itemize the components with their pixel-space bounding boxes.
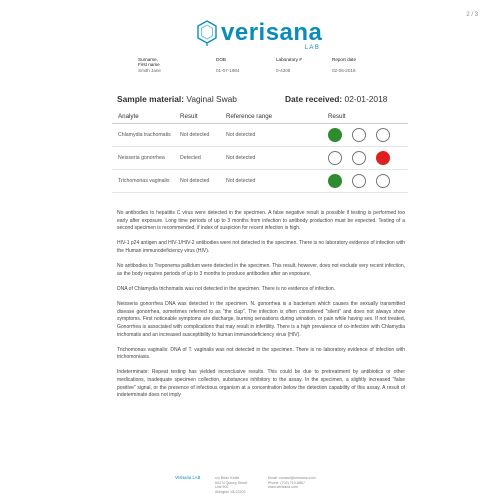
footer-address-line: 604 N Quincy Street — [215, 480, 248, 485]
status-circle — [352, 174, 366, 188]
date-received-label: Date received: — [284, 94, 343, 104]
patient-report-header: Report date — [332, 57, 357, 62]
reference-cell: Not detected — [226, 178, 256, 184]
header-reference-range: Reference range — [226, 113, 273, 120]
status-circle — [328, 174, 342, 188]
table-row — [112, 124, 408, 147]
page-footer — [175, 476, 316, 494]
footer-address-line: c/o Brian Kettle — [215, 476, 240, 480]
patient-dob-header: DOB — [216, 57, 226, 62]
patient-dob-value: 01-07-1984 — [216, 67, 240, 73]
paragraph-trichomonas: Trichomonas vaginalis: DNA of T. vaginalis was not detected in the specimen. There is no laboratory evidence of infection with trichomoniasis. — [117, 346, 405, 361]
paragraph-hiv: HIV-1 p24 antigen and HIV-1/HIV-2 antibodies were not detected in the specimen. There is no laboratory evidence of infection with the Human immunodeficiency virus (HIV). — [117, 240, 405, 254]
paragraph-hepatitis-c: No antibodies to hepatitis C virus were detected in the specimen. A false negative result is possible if testing is performed too early after exposure. Long time periods of up to 3 months from infection to antibody production must be expected. Testing of a second specimen is recommended, if index of suspicion for recent infection is high. — [117, 210, 405, 232]
analyte-cell: Trichomonas vaginalis — [118, 178, 170, 184]
sample-material-value: Vaginal Swab — [186, 94, 237, 104]
status-circle — [328, 151, 342, 165]
table-row — [112, 147, 408, 170]
patient-info — [138, 57, 382, 73]
page-number: 2 / 3 — [466, 12, 478, 18]
patient-name-header-2: First name — [138, 62, 160, 68]
result-cell: Not detected — [180, 132, 210, 138]
status-circle — [352, 151, 366, 165]
status-circle — [376, 174, 390, 188]
reference-cell: Not detected — [226, 132, 256, 138]
hexagon-logo-icon — [196, 20, 218, 46]
patient-lab-column — [276, 57, 306, 73]
footer-address-line: Unit 900 — [215, 485, 229, 490]
paragraph-gonorrhea: Neisseria gonorrhea DNA was detected in the specimen. N. gonorrhea is a bacterium which causes the sexually transmitted disease gonorrhea, sometimes referred to as "the clap". The infection is often considered "silent" and does not always show symptoms. First noticeable symptoms are discharge, burning sensations during urination, or pain while having sex. If not treated, Gonorrhea is associated with complications that may result in infertility. There is a high prevalence of co-infection with Chlamydia trichomatis and an increased susceptibility to human immunodeficiency virus (HIV). — [117, 301, 405, 338]
status-circle — [376, 128, 390, 142]
patient-lab-value: 0-4305 — [276, 67, 291, 73]
status-circle — [328, 128, 342, 142]
interpretation-text — [117, 210, 405, 407]
paragraph-chlamydia: DNA of Chlamydia trichomatis was not detected in the specimen. There is no evidence of infection. — [117, 285, 336, 292]
header-result: Result — [180, 113, 198, 120]
sample-info — [117, 94, 387, 104]
patient-report-value: 02-06-2018 — [332, 67, 356, 73]
date-received-value: 02-01-2018 — [344, 94, 388, 104]
result-indicator — [328, 151, 400, 165]
result-cell: Detected — [180, 155, 201, 161]
patient-name-column — [138, 57, 190, 73]
logo-wordmark: verisana — [221, 19, 323, 46]
results-table — [112, 113, 408, 193]
footer-email: Email: contact@verisana.com — [268, 476, 316, 480]
logo-lab-label: LAB — [304, 45, 321, 51]
analyte-cell: Chlamydia trachomatis — [118, 132, 171, 138]
results-header-row — [112, 113, 408, 124]
paragraph-indeterminate: Indeterminate: Repeat testing has yielded inconclusive results. This could be due to pretreatment by antibiotics or other medications, inadequate specimen collection, substances inhibitory to the assay. In the specimen, a slightly increased "false positive" signal, or the presence of infectious organism at a concentration below the detection capability of this assay. A result of indeterminate does not imply — [117, 369, 405, 399]
result-cell: Not detected — [180, 178, 210, 184]
result-indicator — [328, 174, 400, 188]
patient-name-header: Surname, — [138, 57, 158, 62]
patient-report-column — [332, 57, 356, 73]
footer-address-line: Arlington VA 22203 — [215, 489, 246, 494]
header-result-indicator: Result — [328, 113, 346, 120]
table-row — [112, 170, 408, 193]
footer-brand: Verisana LAB — [175, 475, 201, 480]
sample-material-label: Sample material: — [117, 94, 185, 104]
result-indicator — [328, 128, 400, 142]
verisana-logo — [196, 19, 323, 51]
footer-contact — [268, 476, 316, 494]
paragraph-treponema: No antibodies to Treponema pallidum were detected in the specimen. This result, however, does not exclude very recent infection, as the body requires periods of up to 3 months to produce antibodies after an exposure. — [117, 263, 405, 277]
patient-name-value: Smith Jane — [138, 67, 161, 73]
footer-address — [215, 476, 268, 494]
footer-website: www.verisana.com — [268, 485, 298, 490]
header-analyte: Analyte — [118, 113, 139, 120]
reference-cell: Not detected — [226, 155, 256, 161]
analyte-cell: Neisseria gonorrhea — [118, 155, 165, 161]
footer-phone: Phone: (702) 710-8867 — [268, 480, 305, 485]
status-circle — [352, 128, 366, 142]
status-circle — [376, 151, 390, 165]
patient-lab-header: Laboratory # — [276, 57, 302, 62]
patient-dob-column — [216, 57, 250, 73]
